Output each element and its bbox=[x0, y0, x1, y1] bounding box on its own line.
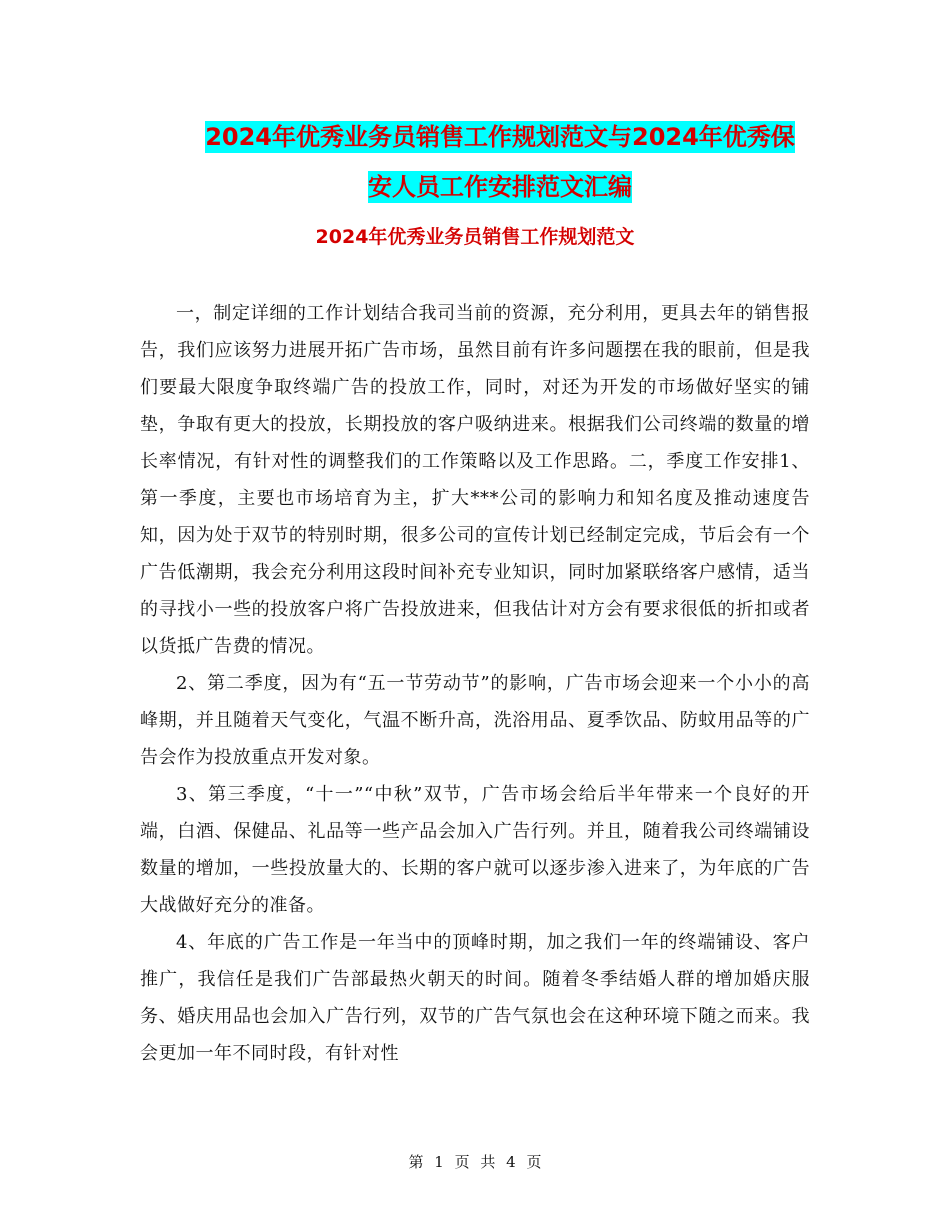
document-title-line-2: 安人员工作安排范文汇编 bbox=[368, 173, 632, 201]
paragraph-2: 2、第二季度，因为有“五一节劳动节”的影响，广告市场会迎来一个小小的高峰期，并且随着天气变化，气温不断升高，洗浴用品、夏季饮品、防蚊用品等的广告会作为投放重点开发对象。 bbox=[140, 673, 810, 768]
paragraph-4: 4、年底的广告工作是一年当中的顶峰时期，加之我们一年的终端铺设、客户推广，我信任是我们广告部最热火朝天的时间。随着冬季结婚人群的增加婚庆服务、婚庆用品也会加入广告行列，双节的广告气氛也会在这种环境下随之而来。我会更加一年不同时段，有针对性 bbox=[140, 932, 810, 1064]
page-footer: 第 1 页 共 4 页 bbox=[408, 1153, 542, 1171]
document-body bbox=[140, 295, 810, 1072]
section-title: 2024年优秀业务员销售工作规划范文 bbox=[315, 226, 635, 248]
paragraph-3: 3、第三季度，“十一”“中秋”双节，广告市场会给后半年带来一个良好的开端，白酒、保健品、礼品等一些产品会加入广告行列。并且，随着我公司终端铺设数量的增加，一些投放量大的、长期的客户就可以逐步渗入进来了，为年底的广告大战做好充分的准备。 bbox=[140, 784, 810, 916]
document-title-line-1: 2024年优秀业务员销售工作规划范文与2024年优秀保 bbox=[205, 123, 795, 151]
paragraph-1: 一，制定详细的工作计划结合我司当前的资源，充分利用，更具去年的销售报告，我们应该努力进展开拓广告市场，虽然目前有许多问题摆在我的眼前，但是我们要最大限度争取终端广告的投放工作，同时，对还为开发的市场做好坚实的铺垫，争取有更大的投放，长期投放的客户吸纳进来。根据我们公司终端的数量的增长率情况，有针对性的调整我们的工作策略以及工作思路。二，季度工作安排1、第一季度，主要也市场培育为主，扩大***公司的影响力和知名度及推动速度告知，因为处于双节的特别时期，很多公司的宣传计划已经制定完成，节后会有一个广告低潮期，我会充分利用这段时间补充专业知识，同时加紧联络客户感情，适当的寻找小一些的投放客户将广告投放进来，但我估计对方会有要求很低的折扣或者以货抵广告费的情况。 bbox=[140, 303, 810, 657]
document-title bbox=[140, 112, 860, 212]
